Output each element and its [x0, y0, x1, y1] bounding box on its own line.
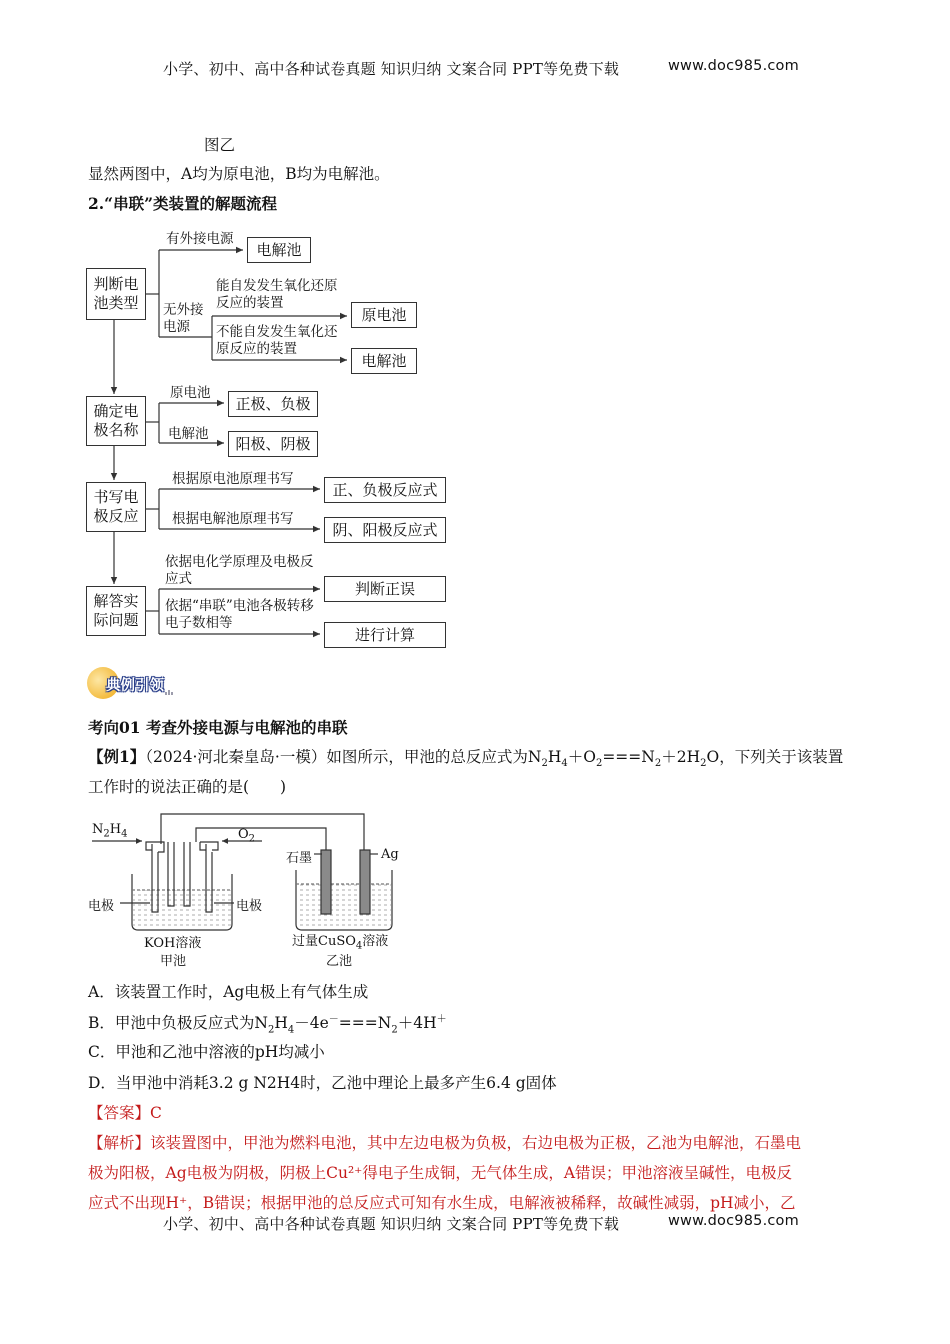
step-label-1: 判断电池类型: [93, 275, 139, 312]
badge-text: 典例引领: [106, 678, 164, 694]
example-stem-line1: 【例1】（2024·河北秦皇岛·一模）如图所示，甲池的总反应式为$N_2H_4+O_2===N_2+2H_2O$，下列关于该装置: [88, 747, 844, 770]
label-ag: Ag: [381, 847, 399, 862]
result-electrolytic-2: 电解池: [351, 348, 417, 374]
label-n2h4: $N_2H_4$: [92, 822, 128, 840]
step2-result-2: 阳极、阴极: [228, 431, 318, 457]
option-b-text: B．甲池中负极反应式为N: [88, 1014, 268, 1033]
step2-result-1: 正极、负极: [228, 391, 318, 417]
example-label: 【例1】: [88, 747, 146, 766]
option-d: D．当甲池中消耗3.2 g N2H4时，乙池中理论上最多产生6.4 g固体: [88, 1074, 557, 1092]
example-stem-line2: 工作时的说法正确的是( ): [88, 778, 287, 796]
label-graphite: 石墨: [286, 851, 313, 866]
step4-result-2: 进行计算: [324, 622, 446, 648]
option-c: C．甲池和乙池中溶液的pH均减小: [88, 1043, 325, 1061]
step-box-3: [86, 482, 146, 532]
step4-branch-1: 依据电化学原理及电极反应式: [165, 554, 314, 587]
label-o2: $O_2$: [238, 827, 256, 845]
sub-non-spontaneous: 不能自发发生氧化还原反应的装置: [216, 324, 338, 357]
step-box-4: [86, 586, 146, 636]
step-label-3: 书写电极反应: [93, 488, 139, 525]
option-a: A．该装置工作时，Ag电极上有气体生成: [88, 983, 369, 1001]
figure-caption: 图乙: [204, 136, 236, 154]
label-electrode-left: 电极: [88, 899, 115, 914]
sub-spontaneous: 能自发发生氧化还原反应的装置: [216, 278, 338, 311]
branch-external-power: 有外接电源: [166, 231, 234, 247]
step2-branch-2: 电解池: [168, 426, 209, 442]
analysis-line1: 【解析】该装置图中，甲池为燃料电池，其中左边电极为负极，右边电极为正极，乙池为电解池，石墨电: [88, 1134, 802, 1152]
step3-result-1: 正、负极反应式: [324, 477, 446, 503]
branch-no-power: 无外接电源: [163, 302, 204, 335]
result-galvanic: 原电池: [351, 302, 417, 328]
page-header-url[interactable]: www.doc985.com: [668, 58, 799, 74]
topic-title: 考向01 考查外接电源与电解池的串联: [88, 718, 348, 737]
label-koh: KOH溶液: [144, 936, 202, 951]
conclusion-line: 显然两图中，A均为原电池，B均为电解池。: [88, 165, 390, 183]
example-source: （2024·河北秦皇岛·一模）: [145, 748, 327, 766]
analysis-line3: 应式不出现H⁺，B错误；根据甲池的总反应式可知有水生成，电解液被稀释，故碱性减弱，pH减小，乙: [88, 1194, 796, 1212]
step2-branch-1: 原电池: [170, 385, 211, 401]
step3-result-2: 阴、阳极反应式: [324, 517, 446, 543]
page-header-text: 小学、初中、高中各种试卷真题 知识归纳 文案合同 PPT等免费下载: [163, 60, 620, 78]
result-electrolytic-1: 电解池: [247, 237, 311, 263]
example-stem-b: ，下列关于该装置: [719, 748, 844, 766]
step3-branch-2: 根据电解池原理书写: [172, 511, 294, 527]
section-title: 2.“串联”类装置的解题流程: [88, 194, 278, 213]
step-box-1: [86, 268, 146, 320]
page-footer-url[interactable]: www.doc985.com: [668, 1213, 799, 1229]
label-electrode-right: 电极: [236, 899, 263, 914]
step4-result-1: 判断正误: [324, 576, 446, 602]
label-yi: 乙池: [326, 954, 353, 969]
flowchart-lines: [0, 0, 950, 660]
step4-branch-2: 依据“串联”电池各极转移电子数相等: [165, 598, 314, 631]
analysis-line2: 极为阳极，Ag电极为阴极，阴极上Cu²⁺得电子生成铜，无气体生成，A错误；甲池溶液呈碱性，电极反: [88, 1164, 793, 1182]
example-stem-a: 如图所示，甲池的总反应式为N: [326, 748, 542, 766]
option-b: B．甲池中负极反应式为$N_2H_4-4e^-===N_2+4H^+$: [88, 1014, 447, 1036]
label-jia: 甲池: [160, 954, 187, 969]
step-box-2: [86, 396, 146, 446]
step-label-4: 解答实际问题: [93, 592, 139, 629]
page-footer-text: 小学、初中、高中各种试卷真题 知识归纳 文案合同 PPT等免费下载: [163, 1215, 620, 1233]
answer: 【答案】C: [88, 1104, 162, 1122]
step-label-2: 确定电极名称: [93, 402, 139, 439]
label-cuso4: 过量CuSO$_4$溶液: [292, 934, 389, 952]
step3-branch-1: 根据原电池原理书写: [172, 471, 294, 487]
